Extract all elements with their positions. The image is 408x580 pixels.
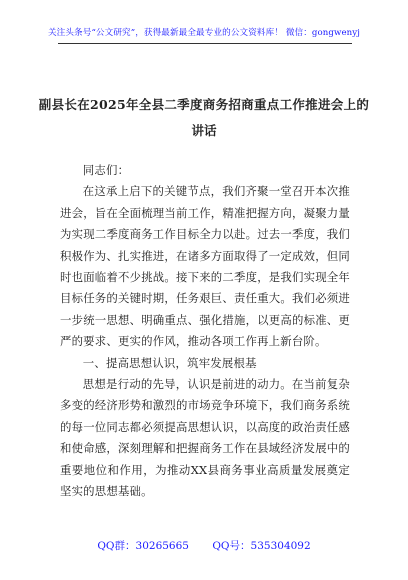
document-title: 副县长在2025年全县二季度商务招商重点工作推进会上的 — [38, 97, 370, 112]
paragraph: 思想是行动的先导，认识是前进的动力。在当前复杂多变的经济形势和激烈的市场竞争环境下，我们商务系统的每一位同志都必须提高思想认识，以高度的政治责任感和使命感，深刻理解和把握商务工作在县域经济发展中的重要地位和作用，为推动XX县商务事业高质量发展奠定坚实的思想基础。 — [60, 377, 350, 499]
footer-qq-number: QQ号：535304092 — [212, 540, 311, 552]
header-divider — [58, 43, 352, 44]
document-title-line2: 讲话 — [191, 123, 217, 138]
document-body — [60, 160, 350, 503]
section-heading: 一、提高思想认识，筑牢发展根基 — [82, 355, 257, 370]
header-note: 关注头条号“公文研究”，获得最新最全最专业的公文资料库！ 微信：gongwenyj — [47, 28, 361, 38]
footer-qq-group: QQ群：30265665 — [97, 540, 189, 552]
paragraph: 在这承上启下的关键节点，我们齐聚一堂召开本次推进会，旨在全面梳理当前工作，精准把握方向，凝聚力量为实现二季度商务工作目标全力以赴。过去一季度，我们积极作为、扎实推进，在诸多方面取得了一定成效，但同时也面临着不少挑战。接下来的二季度，是我们实现全年目标任务的关键时期，任务艰巨、责任重大。我们必须进一步统一思想、明确重点、强化措施，以更高的标准、更严的要求、更实的作风，推动各项工作再上新台阶。 — [60, 184, 350, 349]
salutation: 同志们： — [82, 163, 130, 177]
footer-contact — [0, 538, 408, 553]
